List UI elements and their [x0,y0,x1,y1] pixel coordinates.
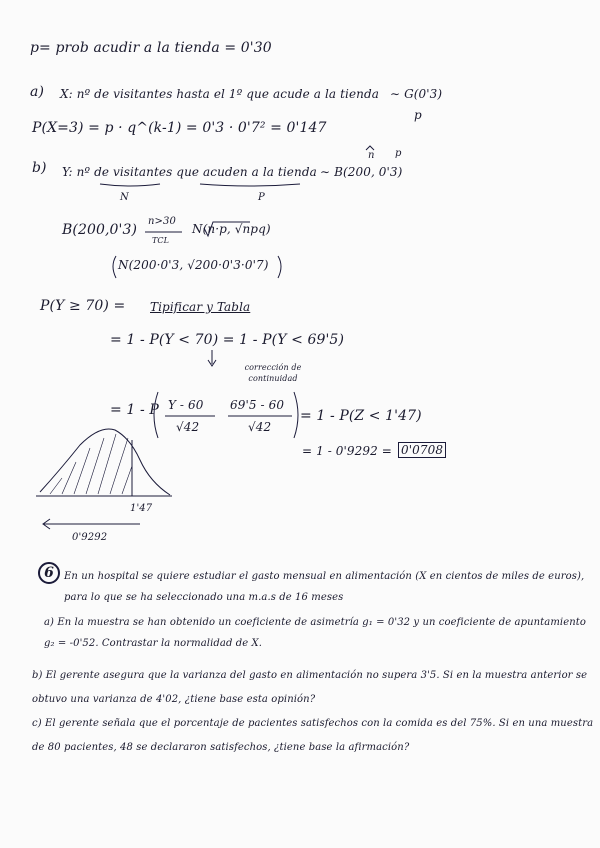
binomial-expr: B(200,0'3) [62,222,138,238]
part-b-under-P: P [258,192,265,203]
problem-6-c: c) El gerente señala que el porcentaje de pacientes satisfechos con la comida es del 75%. Si en una muestra de 80 pacientes, 48 se declararon satisfechos, ¿tiene base la afirmación? [32,718,594,753]
final-result: 0'0708 [398,442,446,458]
standardize-start: = 1 - P [110,402,159,418]
part-a-distribution: ∼ G(0'3) [390,87,443,101]
curve-hatching [50,434,132,494]
underline-acuden [200,184,300,186]
part-a-definition: X: nº de visitantes hasta el 1º que acude a la tienda [60,87,380,101]
tipificar-note: Tipificar y Tabla [150,300,251,314]
continuity-correction-note: corrección de continuidad [244,363,302,383]
frac2-numerator: 69'5 - 60 [230,398,285,412]
normal-values: N(200·0'3, √200·0'3·0'7) [118,258,269,272]
problem-6-b: b) El gerente asegura que la varianza del gasto en alimentación no supera 3'5. Si en la muestra anterior se obtuvo una varianza de 4'02, ¿tiene base esta opinión? [32,670,588,705]
frac1-denominator: √42 [176,420,200,434]
part-b-under-N: N [120,192,129,203]
part-a-dist-note: p [414,108,422,122]
frac1-numerator: Y - 60 [168,398,204,412]
result-start: = 1 - 0'9292 = [302,444,392,458]
graph-x-label: 1'47 [130,503,153,514]
standardize-end: = 1 - P(Z < 1'47) [300,408,422,424]
part-b-label: b) [32,160,47,176]
part-b-distribution: ∼ B(200, 0'3) [320,165,403,179]
probability-line: P(Y ≥ 70) = [40,298,126,314]
problem-6-a: a) En la muestra se han obtenido un coeficiente de asimetría g₁ = 0'32 y un coeficiente de apuntamiento g₂ = -0'52. Contrastar la normalidad de X. [44,617,587,649]
condition-top: n>30 [148,216,176,227]
problem-number: 6 [38,562,60,584]
normal-curve [40,429,170,495]
complement-line: = 1 - P(Y < 70) = 1 - P(Y < 69'5) [110,332,345,348]
sqrt-symbol [204,222,250,236]
big-left-paren [154,392,158,438]
hat-mark [366,146,374,150]
header-line: p= prob acudir a la tienda = 0'30 [30,40,272,56]
normal-approx: N(n·p, √npq) [192,222,271,236]
graph-area-label: 0'9292 [72,532,108,543]
part-b-p-mark: p [395,148,402,159]
problem-6-intro: En un hospital se quiere estudiar el gasto mensual en alimentación (X en cientos de miles de euros), para lo que se ha seleccionado una m.a.s de 16 meses [64,571,585,603]
part-a-label: a) [30,84,45,100]
left-paren [113,256,116,278]
frac2-denominator: √42 [248,420,272,434]
part-b-definition: Y: nº de visitantes que acuden a la tienda [62,165,317,179]
underline-visitantes [100,184,160,186]
right-paren [278,256,281,278]
part-a-formula: P(X=3) = p · q^(k-1) = 0'3 · 0'7² = 0'147 [32,120,327,136]
big-right-paren [294,392,298,438]
condition-bottom: TCL [152,236,170,245]
part-b-n-mark: n [368,150,375,161]
